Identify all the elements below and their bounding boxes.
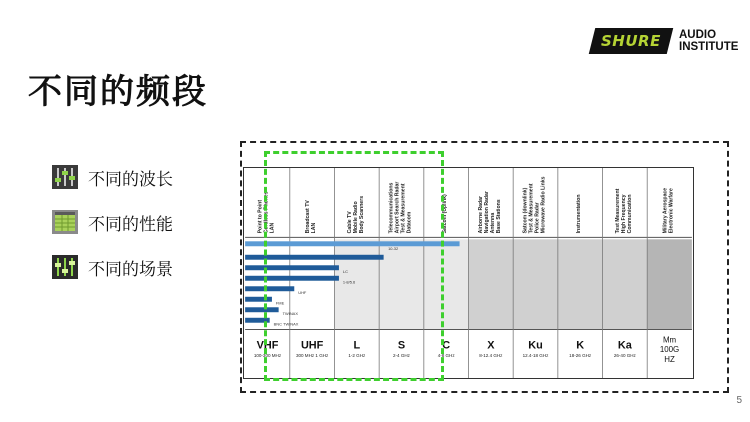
band-body-6 [513, 239, 558, 329]
band-name: S [397, 339, 406, 352]
application-label: Body Scanners [358, 195, 365, 234]
band-range: 12.4-18 GHz [522, 353, 549, 359]
band-name: HZ [664, 355, 675, 365]
band-range: 300 MHz 1 GHz [295, 353, 329, 359]
application-label: Electronic Warfare [668, 188, 675, 234]
application-label: Cable TV [346, 211, 353, 234]
application-label: High Frequency [620, 194, 627, 234]
application-label: Airport Search Radar [394, 181, 401, 234]
application-label: Datacom [406, 211, 413, 234]
application-label: Communication [626, 194, 633, 234]
application-label: Airborne Radar [477, 195, 484, 234]
bullet-item [52, 210, 173, 234]
page-number: 5 [736, 395, 742, 406]
application-label: Instrumentation [576, 194, 583, 234]
application-label: Police Radar [534, 202, 541, 234]
band-range: 8-12.4 GHz [479, 353, 503, 359]
highlight-box [264, 151, 444, 381]
page-title: 不同的频段 [28, 72, 208, 112]
band-body-7 [558, 239, 603, 329]
application-label: LAN [269, 222, 276, 234]
band-range: 100-300 MHz [253, 353, 282, 359]
brand-subtitle [679, 29, 738, 53]
band-name: Ka [617, 339, 632, 352]
grid-icon [52, 210, 78, 234]
band-name: Ku [528, 339, 543, 352]
brand-logo [592, 28, 738, 54]
band-range: 2-4 GHz [393, 353, 410, 359]
application-label: Test & Measurement [528, 183, 535, 234]
coverage-bar-label: 1-8/5.6 [342, 279, 356, 285]
band-body-8 [603, 239, 648, 329]
coverage-bar-label: 10-32 [388, 246, 399, 252]
sliders-icon [52, 255, 78, 279]
sliders-icon [52, 165, 78, 189]
coverage-bar-label: LC [342, 269, 348, 275]
band-name: 100G [659, 345, 680, 355]
bullet-item [52, 255, 173, 279]
application-label: Cordless Phones [263, 191, 270, 234]
bullet-label: 不同的性能 [88, 214, 173, 235]
application-label: Military Aerospace [662, 187, 669, 234]
band-name: VHF [256, 339, 279, 352]
application-label: Test & Measurement [400, 183, 407, 234]
band-name: K [576, 339, 585, 352]
application-label: Broadcast TV [305, 200, 312, 234]
brand-line2: INSTITUTE [679, 41, 739, 53]
band-name: UHF [300, 339, 324, 352]
band-range: 4-8 GHz [437, 353, 455, 359]
bullet-label: 不同的场景 [88, 259, 173, 280]
band-range: 1-2 GHz [348, 353, 366, 359]
coverage-bar-label: UHF [298, 290, 307, 296]
band-name: X [487, 339, 495, 352]
shure-logo: SHURE [589, 28, 673, 54]
application-label: Mobile Radio [352, 201, 359, 234]
band-range: 26-40 GHz [613, 353, 636, 359]
application-label: Satcom (Uplink) [442, 194, 449, 234]
application-label: LAN [311, 222, 318, 234]
application-label: Point to Point [257, 199, 264, 234]
application-label: Microwave Radio Links [540, 176, 547, 234]
application-label: Antenna [489, 212, 496, 234]
band-name: C [442, 339, 451, 352]
brand-line1: AUDIO [679, 29, 717, 41]
application-label: Telecommunications [388, 182, 395, 234]
band-body-9 [647, 239, 692, 329]
bullet-item [52, 165, 173, 189]
band-name: L [353, 339, 361, 352]
application-label: Test Measurement [614, 188, 621, 234]
band-range: 18-26 GHz [569, 353, 592, 359]
application-label: Base Stations [495, 199, 502, 234]
bullet-label: 不同的波长 [88, 169, 173, 190]
band-name: Mm [662, 335, 677, 345]
band-body-5 [469, 239, 514, 329]
coverage-bar-label: BNC TWINAX [273, 321, 299, 327]
application-label: Satcom (downlink) [522, 187, 529, 234]
application-label: Navigation Radar [483, 191, 490, 234]
coverage-bar-label: FME [275, 300, 285, 306]
bullet-list [52, 165, 173, 300]
coverage-bar-label: TWINAX [282, 311, 298, 317]
